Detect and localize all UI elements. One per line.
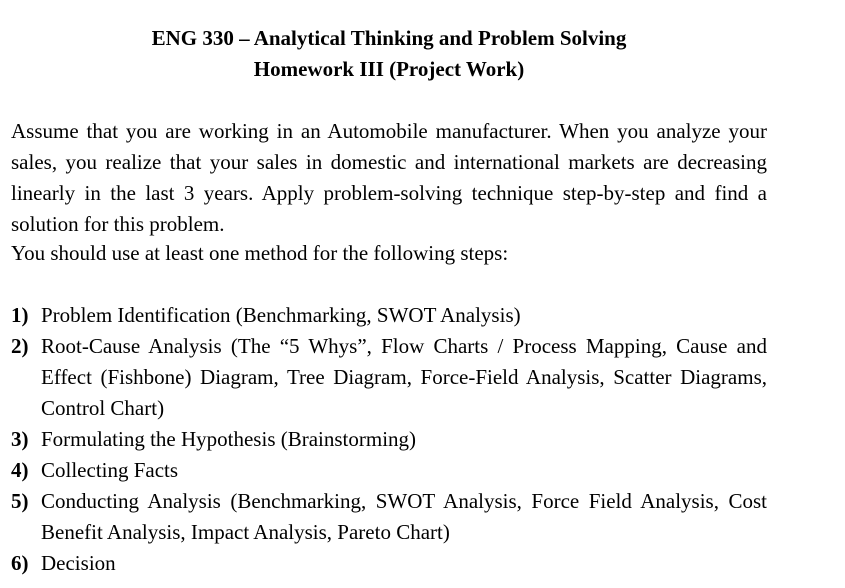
step-item-6 (11, 548, 767, 579)
step-text: Collecting Facts (41, 458, 179, 482)
intro-paragraph: Assume that you are working in an Automobile manufacturer. When you analyze your sales, you realize that your sales in domestic and international markets are decreasing linearly in the last 3 years. Apply problem-solving technique step-by-step and find a solution for this problem. (11, 119, 767, 236)
step-text: Problem Identification (Benchmarking, SWOT Analysis) (41, 303, 521, 327)
step-item-5 (11, 486, 767, 548)
step-number: 5) (11, 489, 29, 513)
step-number: 2) (11, 334, 29, 358)
step-text: Formulating the Hypothesis (Brainstorming) (41, 427, 417, 451)
step-text: Conducting Analysis (Benchmarking, SWOT Analysis, Force Field Analysis, Cost Benefit Analysis, Impact Analysis, Pareto Chart) (41, 489, 767, 544)
step-number: 4) (11, 458, 29, 482)
step-item-3 (11, 424, 767, 455)
instruction-text: You should use at least one method for the following steps: (11, 241, 509, 265)
step-number: 1) (11, 303, 29, 327)
step-number: 3) (11, 427, 29, 451)
document-subtitle: Homework III (Project Work) (253, 57, 525, 81)
step-item-1 (11, 300, 767, 331)
step-number: 6) (11, 551, 29, 575)
document-title: ENG 330 – Analytical Thinking and Problem Solving (151, 26, 627, 50)
step-text: Decision (41, 551, 116, 575)
steps-list (11, 300, 767, 579)
step-item-4 (11, 455, 767, 486)
step-text: Root-Cause Analysis (The “5 Whys”, Flow Charts / Process Mapping, Cause and Effect (Fishbone) Diagram, Tree Diagram, Force-Field Analysis, Scatter Diagrams, Control Chart) (41, 334, 767, 420)
step-item-2 (11, 331, 767, 424)
